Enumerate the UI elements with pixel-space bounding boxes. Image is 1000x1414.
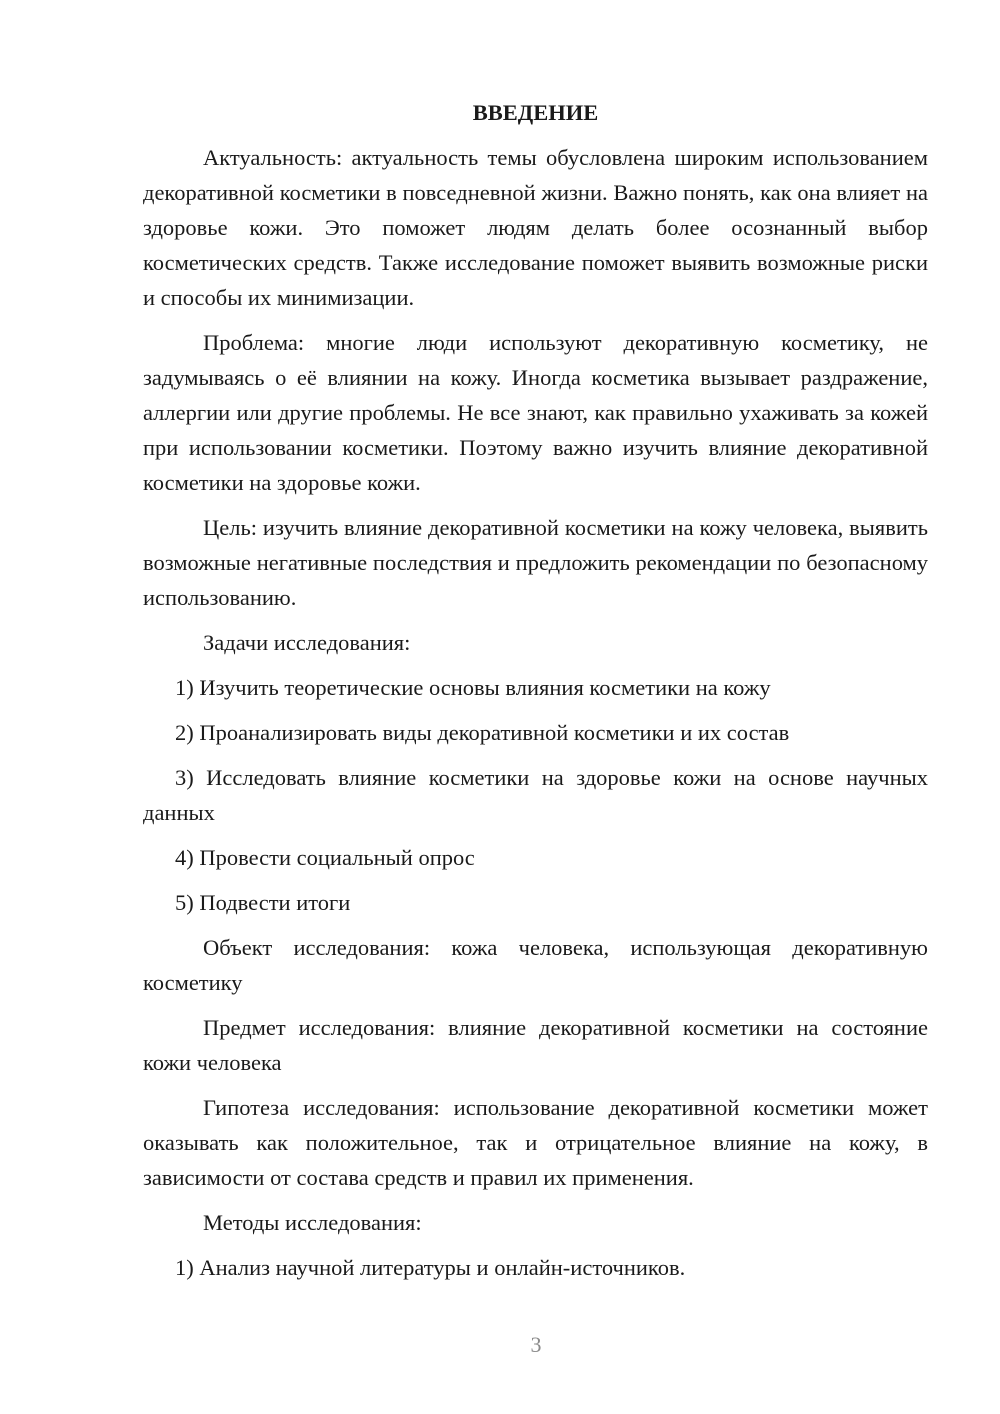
task-item: 1) Изучить теоретические основы влияния косметики на кожу	[175, 675, 771, 700]
methods-heading: Методы исследования:	[203, 1210, 422, 1235]
problem-paragraph: Проблема: многие люди используют декоративную косметику, не задумываясь о её влиянии на кожу. Иногда косметика вызывает раздражение, аллергии или другие проблемы. Не все знают, как правильно ухаживать за кожей при использовании косметики. Поэтому важно изучить влияние декоративной косметики на здоровье кожи.	[143, 330, 928, 495]
section-title: ВВЕДЕНИЕ	[472, 100, 599, 125]
task-item: 3) Исследовать влияние косметики на здоровье кожи на основе научных данных	[143, 765, 928, 825]
document-page	[143, 95, 928, 1295]
page-number: 3	[530, 1332, 542, 1357]
hypothesis-paragraph: Гипотеза исследования: использование декоративной косметики может оказывать как положительное, так и отрицательное влияние на кожу, в зависимости от состава средств и правил их применения.	[143, 1095, 928, 1190]
task-item: 4) Провести социальный опрос	[175, 845, 475, 870]
task-item: 2) Проанализировать виды декоративной косметики и их состав	[175, 720, 790, 745]
subject-paragraph: Предмет исследования: влияние декоративной косметики на состояние кожи человека	[143, 1015, 928, 1075]
task-item: 5) Подвести итоги	[175, 890, 351, 915]
relevance-paragraph: Актуальность: актуальность темы обусловлена широким использованием декоративной косметики в повседневной жизни. Важно понять, как она влияет на здоровье кожи. Это поможет людям делать более осознанный выбор косметических средств. Также исследование поможет выявить возможные риски и способы их минимизации.	[143, 145, 928, 310]
tasks-heading: Задачи исследования:	[203, 630, 411, 655]
object-paragraph: Объект исследования: кожа человека, использующая декоративную косметику	[143, 935, 928, 995]
method-item: 1) Анализ научной литературы и онлайн-источников.	[175, 1255, 686, 1280]
goal-paragraph: Цель: изучить влияние декоративной косметики на кожу человека, выявить возможные негативные последствия и предложить рекомендации по безопасному использованию.	[143, 515, 928, 610]
